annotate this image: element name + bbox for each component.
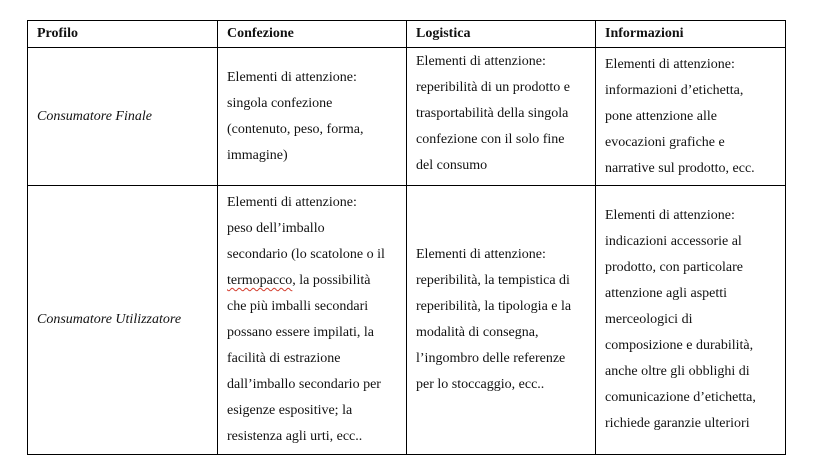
cell-line: facilità di estrazione	[227, 351, 341, 366]
cell-line: reperibilità, la tempistica di	[416, 273, 570, 288]
cell-line: singola confezione	[227, 95, 333, 111]
header-confezione: Confezione	[218, 21, 407, 48]
cell-line: Elementi di attenzione:	[605, 208, 735, 223]
cell-line: Elementi di attenzione:	[416, 247, 546, 262]
profile-cell: Consumatore Utilizzatore	[28, 186, 218, 455]
header-logistica: Logistica	[407, 21, 596, 48]
confezione-cell	[218, 186, 407, 455]
cell-line: trasportabilità della singola	[416, 106, 569, 121]
cell-line: narrative sul prodotto, ecc.	[605, 160, 755, 176]
cell-line: informazioni d’etichetta,	[605, 82, 744, 98]
confezione-cell	[218, 48, 407, 186]
informazioni-cell	[596, 48, 786, 186]
cell-line: indicazioni accessorie al	[605, 234, 742, 249]
logistica-cell	[407, 186, 596, 455]
table-row-consumatore-finale	[28, 48, 786, 186]
cell-line: l’ingombro delle referenze	[416, 351, 566, 366]
cell-line: secondario (lo scatolone o il	[227, 247, 385, 262]
misspelled-word: termopacco	[227, 273, 293, 288]
cell-line: resistenza agli urti, ecc..	[227, 429, 363, 444]
cell-line: peso dell’imballo	[227, 221, 325, 236]
profile-cell: Consumatore Finale	[28, 48, 218, 186]
cell-line: esigenze espositive; la	[227, 403, 353, 418]
cell-line: Elementi di attenzione:	[605, 56, 735, 72]
cell-line: immagine)	[227, 147, 288, 163]
cell-line: modalità di consegna,	[416, 325, 539, 340]
cell-line: evocazioni grafiche e	[605, 134, 725, 150]
header-profilo: Profilo	[28, 21, 218, 48]
attention-elements-table	[27, 20, 786, 455]
informazioni-cell	[596, 186, 786, 455]
line-continuation: , la possibilità	[292, 273, 371, 288]
cell-line: pone attenzione alle	[605, 108, 717, 124]
cell-line: Elementi di attenzione:	[416, 54, 546, 69]
cell-line: dall’imballo secondario per	[227, 377, 381, 392]
cell-line: (contenuto, peso, forma,	[227, 121, 364, 137]
table-row-consumatore-utilizzatore	[28, 186, 786, 455]
cell-line: per lo stoccaggio, ecc..	[416, 377, 545, 392]
cell-line: Elementi di attenzione:	[227, 195, 357, 210]
cell-line: richiede garanzie ulteriori	[605, 416, 750, 431]
cell-line: che più imballi secondari	[227, 299, 369, 314]
cell-line: comunicazione d’etichetta,	[605, 390, 756, 405]
cell-line: prodotto, con particolare	[605, 260, 744, 275]
cell-line: merceologici di	[605, 312, 693, 327]
cell-line	[227, 268, 397, 294]
header-informazioni: Informazioni	[596, 21, 786, 48]
cell-line: reperibilità, la tipologia e la	[416, 299, 572, 314]
cell-line: composizione e durabilità,	[605, 338, 754, 353]
cell-line: possano essere impilati, la	[227, 325, 374, 340]
cell-line: attenzione agli aspetti	[605, 286, 728, 301]
cell-line: anche oltre gli obblighi di	[605, 364, 750, 379]
cell-line: reperibilità di un prodotto e	[416, 80, 570, 95]
logistica-cell	[407, 48, 596, 186]
cell-line: Elementi di attenzione:	[227, 69, 357, 85]
header-row	[28, 21, 786, 48]
cell-line: del consumo	[416, 158, 488, 173]
cell-line: confezione con il solo fine	[416, 132, 565, 147]
